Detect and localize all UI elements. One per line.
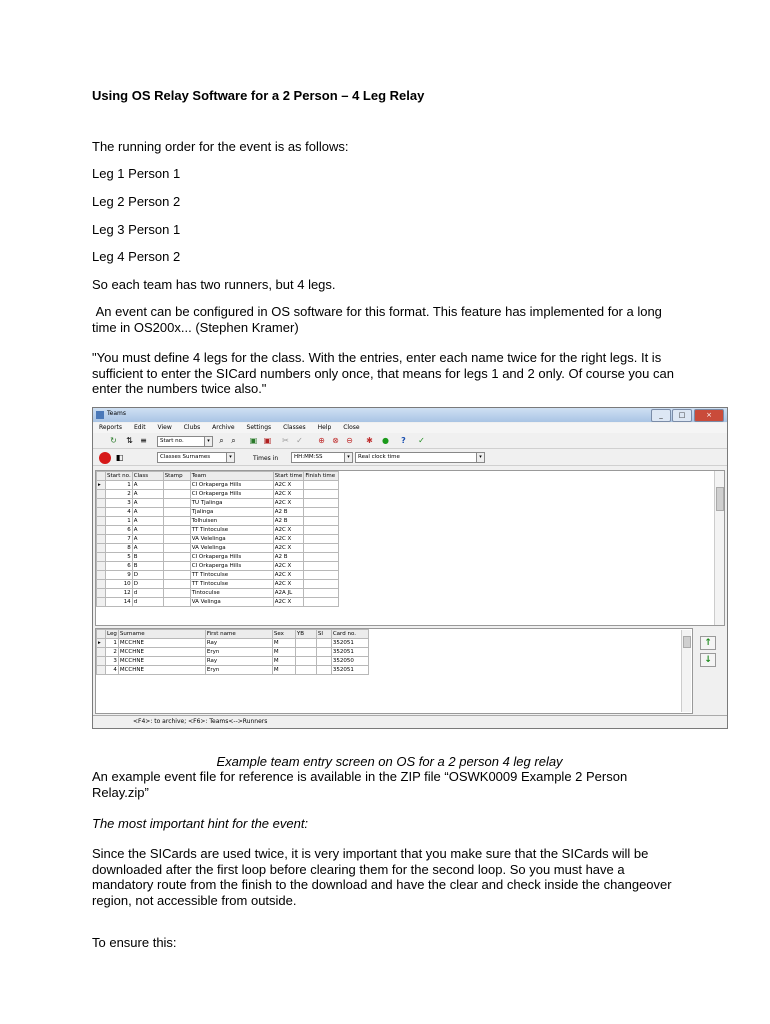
row-selector[interactable] (97, 571, 106, 580)
tools-icon[interactable]: ✱ (366, 436, 373, 445)
teams-cell[interactable]: 8 (106, 544, 133, 553)
teams-cell[interactable] (304, 562, 339, 571)
teams-cell[interactable]: CI Orkaperga Hills (190, 490, 273, 499)
cancel-icon[interactable]: ▣ (263, 436, 272, 445)
runners-cell[interactable]: 2 (106, 648, 119, 657)
runners-cell[interactable]: 352051 (331, 648, 368, 657)
teams-cell[interactable]: A2C X (273, 490, 304, 499)
runners-cell[interactable] (316, 648, 331, 657)
check-grey-icon[interactable]: ✓ (296, 436, 303, 445)
teams-cell[interactable]: A2C X (273, 526, 304, 535)
row-selector[interactable] (97, 535, 106, 544)
teams-cell[interactable]: A2C X (273, 535, 304, 544)
col-card-no[interactable]: Card no. (331, 630, 368, 639)
sort-icon[interactable]: ⇅ (126, 436, 133, 445)
runners-cell[interactable]: 352051 (331, 666, 368, 675)
teams-cell[interactable]: 9 (106, 571, 133, 580)
teams-cell[interactable] (163, 562, 190, 571)
teams-row[interactable] (97, 562, 339, 571)
runners-cell[interactable]: 1 (106, 639, 119, 648)
status-bar (93, 715, 727, 728)
view-icon[interactable]: ◧ (115, 453, 124, 462)
teams-cell[interactable]: A2C X (273, 580, 304, 589)
runners-cell[interactable]: MCCHNE (118, 648, 205, 657)
teams-cell[interactable]: 3 (106, 499, 133, 508)
filter-row (93, 449, 727, 466)
col-start-no[interactable]: Start no. (107, 472, 131, 479)
clock-combo[interactable] (355, 452, 485, 463)
teams-row[interactable] (97, 517, 339, 526)
runners-cell[interactable] (316, 657, 331, 666)
teams-cell[interactable]: A2C X (273, 544, 304, 553)
intro-text: The running order for the event is as follows: (92, 139, 349, 154)
teams-grid (95, 470, 725, 626)
row-selector[interactable] (97, 589, 106, 598)
document-title: Using OS Relay Software for a 2 Person – 4 Leg Relay (92, 88, 425, 103)
teams-cell[interactable] (304, 589, 339, 598)
teams-cell[interactable] (304, 490, 339, 499)
os-team-entry-screenshot (92, 407, 728, 729)
window-titlebar (93, 408, 727, 422)
record-red-icon[interactable] (99, 452, 111, 464)
teams-cell[interactable] (163, 508, 190, 517)
teams-row[interactable] (97, 598, 339, 607)
teams-cell[interactable] (163, 535, 190, 544)
teams-cell[interactable]: TT Tintoculse (190, 526, 273, 535)
green-dot-icon[interactable]: ● (382, 436, 389, 445)
edit-record-icon[interactable]: ⊗ (332, 436, 339, 445)
teams-cell[interactable]: A2C X (273, 499, 304, 508)
runners-cell[interactable]: Eryn (205, 648, 272, 657)
teams-cell[interactable]: 4 (106, 508, 133, 517)
teams-cell[interactable]: d (132, 598, 163, 607)
time-format-value: HH:MM:SS (294, 454, 323, 460)
teams-cell[interactable]: VA Velelinga (190, 535, 273, 544)
teams-cell[interactable] (163, 589, 190, 598)
move-up-icon[interactable]: ↑ (700, 636, 716, 650)
chevron-down-icon: ▾ (476, 453, 484, 462)
teams-cell[interactable]: A (132, 517, 163, 526)
row-selector[interactable] (97, 544, 106, 553)
teams-cell[interactable]: VA Velinga (190, 598, 273, 607)
runners-row[interactable] (97, 648, 369, 657)
runners-row[interactable] (97, 657, 369, 666)
runners-scrollbar[interactable] (681, 630, 691, 712)
teams-row[interactable] (97, 481, 339, 490)
maximize-icon[interactable]: □ (672, 409, 692, 422)
teams-cell[interactable]: A (132, 481, 163, 490)
col-first-name[interactable]: First name (205, 630, 272, 639)
teams-cell[interactable]: A (132, 508, 163, 517)
teams-cell[interactable]: CI Orkaperga Hills (190, 553, 273, 562)
teams-cell[interactable]: A2 B (273, 508, 304, 517)
teams-row[interactable] (97, 589, 339, 598)
runners-cell[interactable] (316, 639, 331, 648)
teams-scrollbar[interactable] (714, 471, 724, 625)
ensure-text: To ensure this: (92, 935, 177, 950)
teams-cell[interactable]: Tintoculse (190, 589, 273, 598)
row-selector[interactable] (97, 490, 106, 499)
find-icon[interactable]: ⌕ (219, 436, 224, 445)
teams-cell[interactable]: A2 B (273, 517, 304, 526)
teams-cell[interactable]: D (132, 571, 163, 580)
teams-cell[interactable]: D (132, 580, 163, 589)
close-icon[interactable]: × (694, 409, 724, 422)
cut-icon[interactable]: ✂ (282, 436, 289, 445)
teams-scroll-thumb[interactable] (716, 487, 724, 511)
teams-cell[interactable]: A (132, 499, 163, 508)
hint-body: Since the SICards are used twice, it is very important that you make sure that the SICards will be downloaded after the first loop before clearing them for the second loop. So you must have a mandatory route from the finish to the download and have the clear and check inside the changeover region, not accessible from outside. (92, 846, 672, 908)
find-next-icon[interactable]: ⌕ (231, 436, 236, 445)
teams-cell[interactable] (304, 481, 339, 490)
teams-cell[interactable] (304, 553, 339, 562)
menu-archive[interactable]: Archive (212, 424, 235, 431)
teams-table (96, 471, 339, 607)
teams-row[interactable] (97, 571, 339, 580)
teams-cell[interactable]: TU Tjalinga (190, 499, 273, 508)
teams-cell[interactable]: 14 (106, 598, 133, 607)
runners-cell[interactable]: MCCHNE (118, 666, 205, 675)
menu-classes[interactable]: Classes (283, 424, 306, 431)
leg-4-text: Leg 4 Person 2 (92, 249, 181, 264)
teams-cell[interactable]: 7 (106, 535, 133, 544)
example-file-text: An example event file for reference is available in the ZIP file “OSWK0009 Example 2 Person Relay.zip” (92, 769, 628, 800)
runners-row[interactable] (97, 666, 369, 675)
runners-cell[interactable]: Eryn (205, 666, 272, 675)
teams-cell[interactable] (163, 598, 190, 607)
teams-cell[interactable]: A2C X (273, 481, 304, 490)
sort-combo[interactable] (157, 436, 213, 447)
hint-heading: The most important hint for the event: (92, 816, 309, 831)
teams-row[interactable] (97, 508, 339, 517)
runners-table (96, 629, 369, 675)
paragraph-configuration: An event can be configured in OS software for this format. This feature has implemented for a long time in OS200x... (Stephen Kramer) (92, 304, 666, 335)
runners-cell[interactable]: Ray (205, 657, 272, 666)
menu-reports[interactable]: Reports (99, 424, 123, 431)
teams-row[interactable] (97, 499, 339, 508)
col-stamp[interactable]: Stamp (163, 472, 190, 481)
time-format-combo[interactable] (291, 452, 353, 463)
teams-row[interactable] (97, 544, 339, 553)
clock-combo-value: Real clock time (358, 454, 400, 460)
teams-cell[interactable] (163, 544, 190, 553)
menu-clubs[interactable]: Clubs (183, 424, 201, 431)
col-team[interactable]: Team (190, 472, 273, 481)
move-down-icon[interactable]: ↓ (700, 653, 716, 667)
teams-cell[interactable] (304, 544, 339, 553)
runners-scroll-thumb[interactable] (683, 636, 691, 648)
teams-row[interactable] (97, 526, 339, 535)
teams-cell[interactable] (163, 481, 190, 490)
runners-grid (95, 628, 693, 714)
menu-view[interactable]: View (157, 424, 172, 431)
classes-combo-value: Classes Surnames (160, 454, 211, 460)
menu-edit[interactable]: Edit (133, 424, 146, 431)
runners-cell[interactable]: 352050 (331, 657, 368, 666)
teams-cell[interactable] (304, 508, 339, 517)
teams-cell[interactable]: Tjalinga (190, 508, 273, 517)
teams-cell[interactable]: 5 (106, 553, 133, 562)
row-selector[interactable] (97, 648, 106, 657)
window-title: Teams (107, 410, 126, 417)
teams-row[interactable] (97, 535, 339, 544)
runners-cell[interactable]: Ray (205, 639, 272, 648)
col-yb[interactable]: YB (295, 630, 316, 639)
teams-cell[interactable] (163, 526, 190, 535)
teams-cell[interactable]: 1 (106, 481, 133, 490)
leg-1-text: Leg 1 Person 1 (92, 166, 181, 181)
teams-cell[interactable]: B (132, 553, 163, 562)
col-finish-time[interactable]: Finish time (304, 472, 339, 481)
teams-cell[interactable]: A2A JL (273, 589, 304, 598)
runners-cell[interactable]: MCCHNE (118, 639, 205, 648)
runners-cell[interactable]: MCCHNE (118, 657, 205, 666)
teams-cell[interactable]: CI Orkaperga Hills (190, 562, 273, 571)
teams-cell[interactable] (304, 598, 339, 607)
teams-row[interactable] (97, 580, 339, 589)
teams-cell[interactable]: VA Velelinga (190, 544, 273, 553)
teams-cell[interactable] (163, 553, 190, 562)
row-selector[interactable] (97, 526, 106, 535)
row-selector[interactable] (97, 657, 106, 666)
teams-row[interactable] (97, 490, 339, 499)
teams-cell[interactable]: 12 (106, 589, 133, 598)
teams-cell[interactable]: B (132, 562, 163, 571)
col-si[interactable]: SI (316, 630, 331, 639)
menu-settings[interactable]: Settings (246, 424, 272, 431)
menu-help[interactable]: Help (317, 424, 332, 431)
col-class[interactable]: Class (132, 472, 163, 481)
teams-cell[interactable] (163, 490, 190, 499)
row-selector[interactable] (97, 580, 106, 589)
teams-cell[interactable]: A2 B (273, 553, 304, 562)
ok-check-icon[interactable]: ✓ (418, 436, 425, 445)
chevron-down-icon: ▾ (226, 453, 234, 462)
col-leg[interactable]: Leg (107, 630, 117, 637)
runners-row[interactable] (97, 639, 369, 648)
chevron-down-icon: ▾ (204, 437, 212, 446)
teams-cell[interactable] (163, 571, 190, 580)
row-selector[interactable] (97, 499, 106, 508)
row-selector[interactable] (97, 666, 106, 675)
teams-cell[interactable] (163, 580, 190, 589)
chevron-down-icon: ▾ (344, 453, 352, 462)
teams-row[interactable] (97, 553, 339, 562)
teams-cell[interactable] (304, 499, 339, 508)
minimize-icon[interactable]: _ (651, 409, 671, 422)
runners-cell[interactable] (295, 648, 316, 657)
teams-cell[interactable] (304, 580, 339, 589)
status-text: <F4>: to archive; <F6>: Teams<-->Runners (133, 718, 268, 725)
menu-close[interactable]: Close (343, 424, 360, 431)
teams-cell[interactable]: 1 (106, 517, 133, 526)
teams-cell[interactable]: A (132, 544, 163, 553)
col-sex[interactable]: Sex (272, 630, 295, 639)
teams-cell[interactable] (304, 571, 339, 580)
teams-cell[interactable]: 6 (106, 562, 133, 571)
teams-cell[interactable]: TT Tintoculse (190, 580, 273, 589)
app-icon (96, 411, 104, 419)
screenshot-caption: Example team entry screen on OS for a 2 person 4 leg relay (216, 754, 563, 769)
runners-cell[interactable]: M (272, 657, 295, 666)
teams-cell[interactable]: 2 (106, 490, 133, 499)
teams-cell[interactable] (163, 499, 190, 508)
runners-cell[interactable]: M (272, 648, 295, 657)
teams-cell[interactable] (304, 526, 339, 535)
row-selector[interactable]: ▸ (97, 639, 106, 648)
refresh-icon[interactable]: ↻ (110, 436, 117, 445)
help-icon[interactable]: ? (401, 436, 406, 445)
sort-alt-icon[interactable]: ≡ (140, 436, 147, 445)
runners-cell[interactable]: M (272, 639, 295, 648)
runners-cell[interactable] (295, 657, 316, 666)
teams-cell[interactable] (163, 517, 190, 526)
teams-cell[interactable]: CI Orkaperga Hills (190, 481, 273, 490)
teams-cell[interactable]: A (132, 490, 163, 499)
runners-cell[interactable] (295, 639, 316, 648)
teams-cell[interactable]: d (132, 589, 163, 598)
sort-combo-value: Start no. (160, 438, 184, 444)
runners-cell[interactable]: 4 (106, 666, 119, 675)
toolbar (93, 434, 727, 449)
quote-paragraph: "You must define 4 legs for the class. With the entries, enter each name twice for the right legs. It is sufficient to enter the SICard numbers only once, that means for legs 1 and 2 only. Of course you can enter the numbers twice also." (92, 350, 674, 396)
menu-bar (93, 423, 727, 433)
runners-cell[interactable]: 3 (106, 657, 119, 666)
runners-cell[interactable] (316, 666, 331, 675)
add-record-icon[interactable]: ⊕ (318, 436, 325, 445)
row-selector[interactable] (97, 553, 106, 562)
teams-cell[interactable]: TT Tintoculse (190, 571, 273, 580)
times-in-label: Times in (253, 455, 279, 462)
row-selector[interactable] (97, 598, 106, 607)
teams-cell[interactable]: A2C X (273, 598, 304, 607)
teams-cell[interactable] (304, 535, 339, 544)
teams-cell[interactable]: A2C X (273, 571, 304, 580)
row-selector[interactable] (97, 562, 106, 571)
row-selector[interactable] (97, 508, 106, 517)
leg-2-text: Leg 2 Person 2 (92, 194, 181, 209)
teams-cell[interactable]: A2C X (273, 562, 304, 571)
col-start-time[interactable]: Start time (274, 472, 303, 479)
teams-cell[interactable]: 6 (106, 526, 133, 535)
row-selector[interactable]: ▸ (97, 481, 106, 490)
teams-cell[interactable]: A (132, 535, 163, 544)
teams-cell[interactable]: A (132, 526, 163, 535)
runners-cell[interactable] (295, 666, 316, 675)
delete-record-icon[interactable]: ⊖ (346, 436, 353, 445)
teams-cell[interactable] (304, 517, 339, 526)
save-icon[interactable]: ▣ (249, 436, 258, 445)
teams-cell[interactable]: 10 (106, 580, 133, 589)
classes-combo[interactable] (157, 452, 235, 463)
col-surname[interactable]: Surname (118, 630, 205, 639)
leg-3-text: Leg 3 Person 1 (92, 222, 181, 237)
summary-text: So each team has two runners, but 4 legs. (92, 277, 336, 292)
runners-cell[interactable]: M (272, 666, 295, 675)
runners-cell[interactable]: 352051 (331, 639, 368, 648)
teams-cell[interactable]: Tolhuisen (190, 517, 273, 526)
row-selector[interactable] (97, 517, 106, 526)
